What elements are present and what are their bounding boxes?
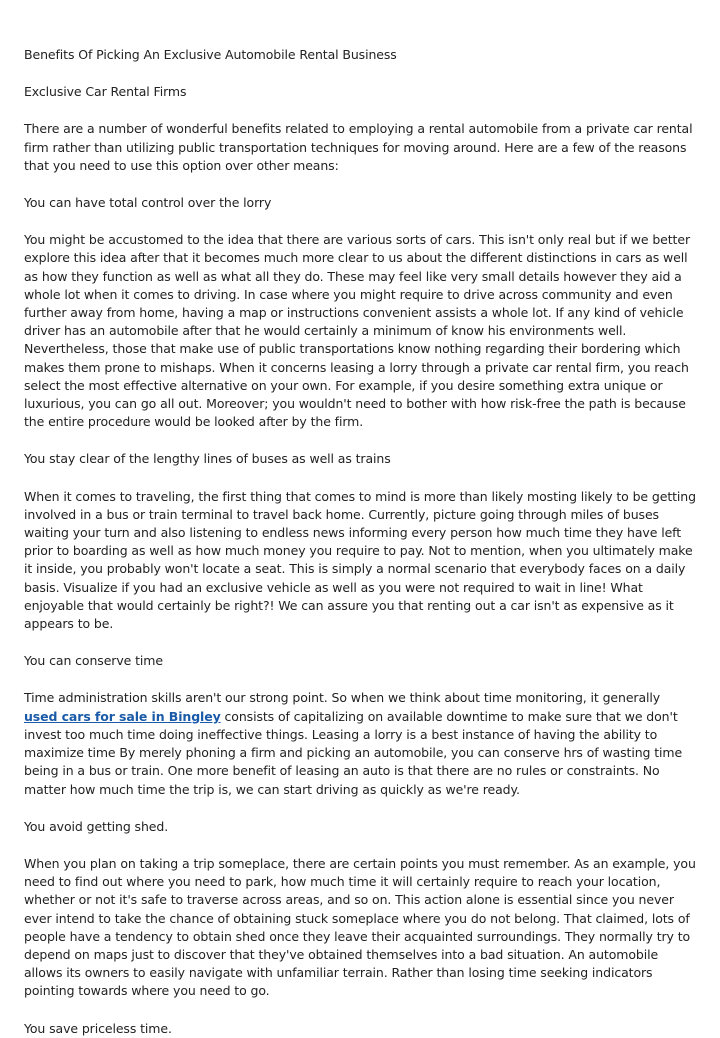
- section-body-time-part1: Time administration skills aren't our strong point. So when we think about time monitoring, it generally: [24, 690, 661, 706]
- section-heading-lines: You stay clear of the lengthy lines of buses as well as trains: [24, 451, 391, 467]
- used-cars-link[interactable]: used cars for sale in Bingley: [24, 708, 221, 724]
- section-body-control: You might be accustomed to the idea that there are various sorts of cars. This isn't only real but if we better explore this idea after that it becomes much more clear to us about the different distinctions in cars as well as how they function as well as what all they do. These may feel like very small details however they aid a whole lot when it comes to driving. In case where you might require to drive across community and even further away from home, having a map or instructions convenient assists a whole lot. If any kind of vehicle driver has an automobile after that he would certainly a minimum of know his environments well. Nevertheless, those that make use of public transportations know nothing regarding their bordering which makes them prone to mishaps. When it concerns leasing a lorry through a private car rental firm, you reach select the most effective alternative on your own. For example, if you desire something extra unique or luxurious, you can go all out. Moreover; you wouldn't need to bother with how risk-free the path is because the entire procedure would be looked after by the firm.: [24, 232, 690, 430]
- section-body-lines: When it comes to traveling, the first thing that comes to mind is more than likely mosting likely to be getting involved in a bus or train terminal to travel back home. Currently, picture going through miles of buses waiting your turn and also listening to endless news informing every person how much time they have left prior to boarding as well as how much money you require to pay. Not to mention, when you ultimately make it inside, you probably won't locate a seat. This is simply a normal scenario that everybody faces on a daily basis. Visualize if you had an exclusive vehicle as well as you were not required to wait in line! What enjoyable that would certainly be right?! We can assure you that renting out a car isn't as expensive as it appears to be.: [24, 488, 696, 632]
- section-body-time-part2: consists of capitalizing on available downtime to make sure that we don't invest too much time doing ineffective things. Leasing a lorry is a best instance of having the ability to maximize time By merely phoning a firm and picking an automobile, you can conserve hrs of wasting time being in a bus or train. One more benefit of leasing an auto is that there are no rules or constraints. No matter how much time the trip is, we can start driving as quickly as we're ready.: [24, 708, 683, 797]
- intro-paragraph: There are a number of wonderful benefits related to employing a rental automobile from a private car rental firm rather than utilizing public transportation techniques for moving around. Here are a few of the reasons that you need to use this option over other means:: [24, 121, 693, 173]
- section-heading-shed: You avoid getting shed.: [24, 818, 169, 834]
- section-heading-control: You can have total control over the lorry: [24, 195, 272, 211]
- section-heading-priceless: You save priceless time.: [24, 1020, 172, 1036]
- section-heading-time: You can conserve time: [24, 653, 163, 669]
- document-subtitle: Exclusive Car Rental Firms: [24, 84, 187, 100]
- section-body-time: [24, 689, 696, 798]
- document-title: Benefits Of Picking An Exclusive Automobile Rental Business: [24, 47, 397, 62]
- section-body-shed: When you plan on taking a trip someplace, there are certain points you must remember. As an example, you need to find out where you need to park, how much time it will certainly require to reach your location, whether or not it's safe to traverse across areas, and so on. This action alone is essential since you never ever intend to take the chance of obtaining stuck someplace where you do not belong. That claimed, lots of people have a tendency to obtain shed once they leave their acquainted surroundings. They normally try to depend on maps just to discover that they've obtained themselves into a bad situation. An automobile allows its owners to easily navigate with unfamiliar terrain. Rather than losing time seeking indicators pointing towards where you need to go.: [24, 855, 696, 999]
